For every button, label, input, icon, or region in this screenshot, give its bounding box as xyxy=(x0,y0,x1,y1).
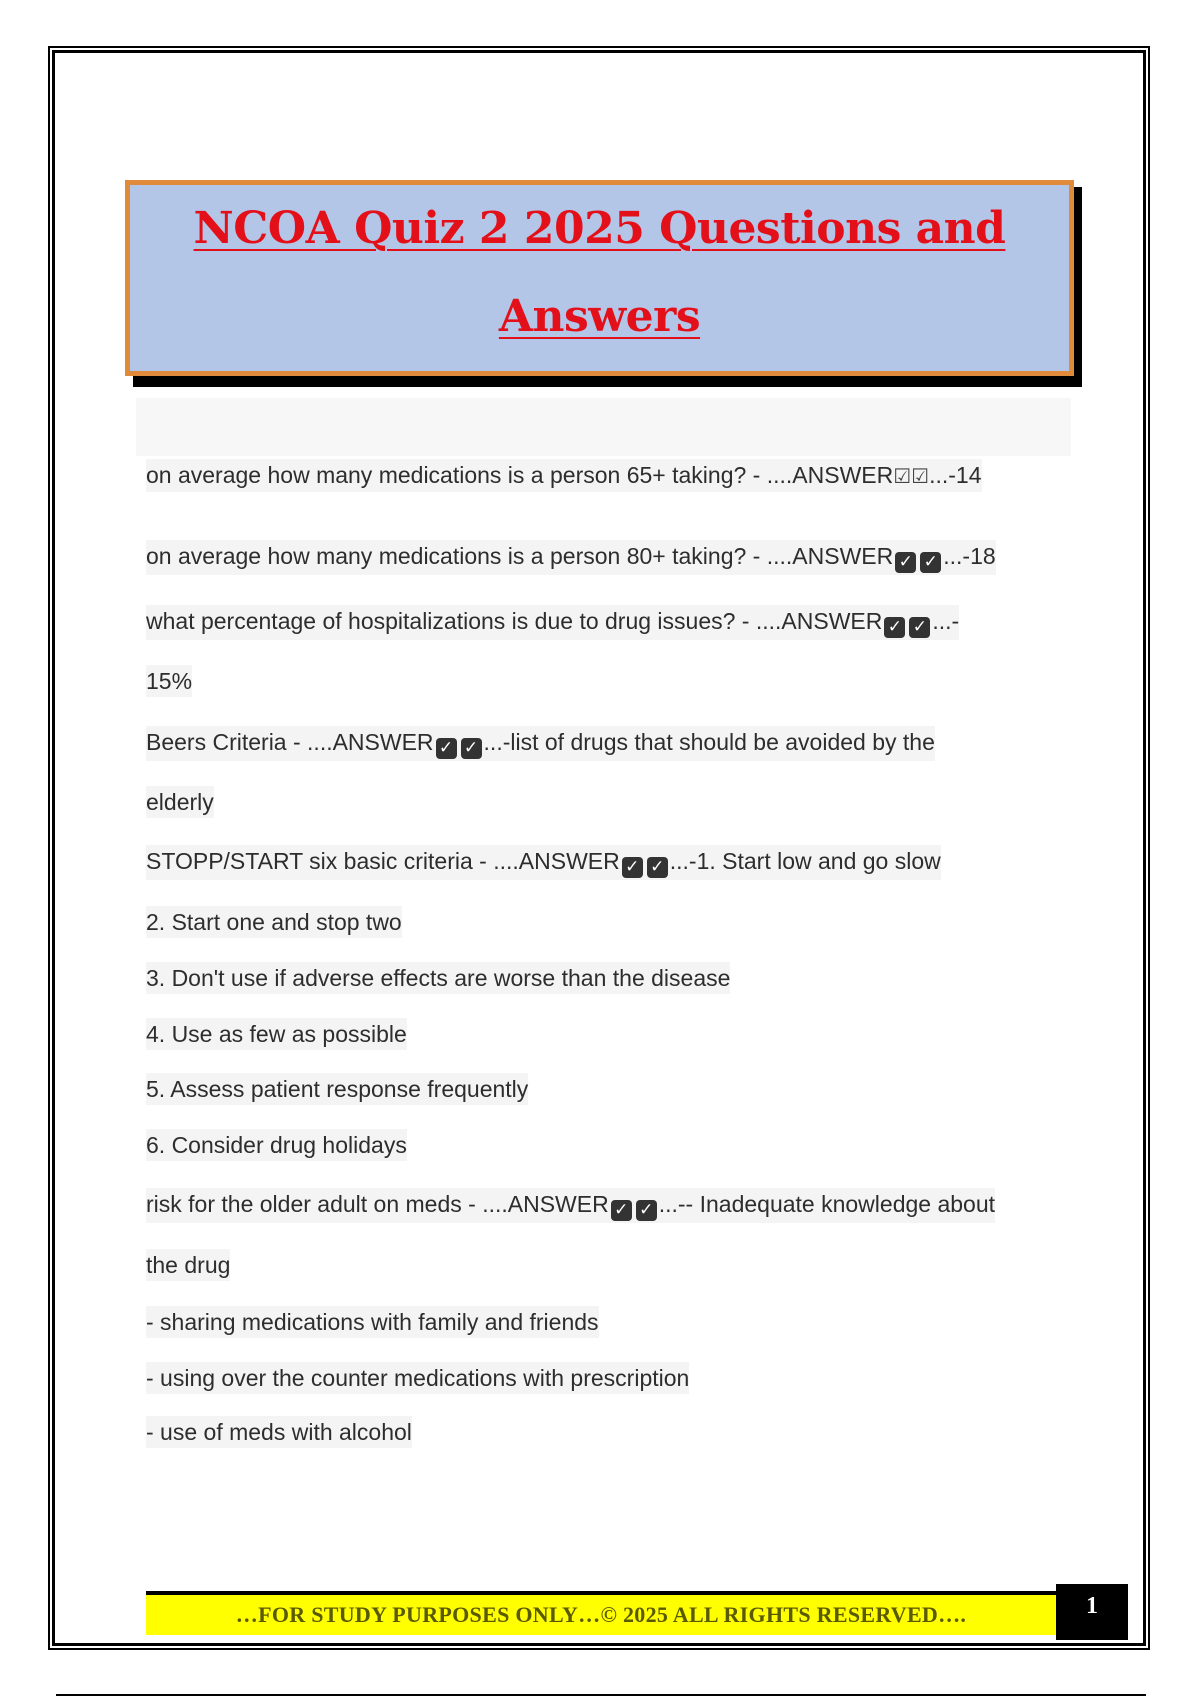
checkbox-icons: ☑☑ xyxy=(893,464,930,488)
question-2-text: on average how many medications is a person 80+ taking? - ....ANSWER xyxy=(146,543,894,569)
list-item: 6. Consider drug holidays xyxy=(146,1129,407,1161)
question-6-answer: ...-- Inadequate knowledge about xyxy=(658,1191,996,1217)
check-icon: ✓ xyxy=(611,1200,632,1221)
question-5-text: STOPP/START six basic criteria - ....ANSWER xyxy=(146,848,620,874)
question-2-answer: ...-18 xyxy=(943,543,996,569)
footer-text: …FOR STUDY PURPOSES ONLY…© 2025 ALL RIGHTS RESERVED…. xyxy=(235,1602,967,1627)
document-title-line-2: Answers xyxy=(498,291,701,342)
list-item: - sharing medications with family and friends xyxy=(146,1306,599,1338)
question-3 xyxy=(146,605,959,640)
footer-bar xyxy=(146,1591,1056,1635)
question-3-continuation: 15% xyxy=(146,665,192,697)
question-4-text: Beers Criteria - ....ANSWER xyxy=(146,729,434,755)
question-3-text: what percentage of hospitalizations is due to drug issues? - ....ANSWER xyxy=(146,608,883,634)
list-item: - using over the counter medications with prescription xyxy=(146,1362,689,1394)
check-icon: ✓ xyxy=(461,738,482,759)
question-6-continuation: the drug xyxy=(146,1249,230,1281)
question-6 xyxy=(146,1188,995,1223)
check-icon: ✓ xyxy=(920,552,941,573)
title-box xyxy=(125,180,1074,376)
list-item: 4. Use as few as possible xyxy=(146,1018,407,1050)
check-icon: ✓ xyxy=(895,552,916,573)
check-icon: ✓ xyxy=(436,738,457,759)
list-item: - use of meds with alcohol xyxy=(146,1416,412,1448)
list-item: 3. Don't use if adverse effects are worse than the disease xyxy=(146,962,730,994)
list-item: 2. Start one and stop two xyxy=(146,906,402,938)
page-number: 1 xyxy=(1056,1584,1128,1640)
question-4-answer: ...-list of drugs that should be avoided by the xyxy=(483,729,935,755)
check-icon: ✓ xyxy=(636,1200,657,1221)
bottom-rule xyxy=(56,1694,1146,1696)
question-4-continuation: elderly xyxy=(146,786,214,818)
document-title-line-1: NCOA Quiz 2 2025 Questions and xyxy=(193,203,1006,254)
body-band xyxy=(136,398,1071,456)
question-1-answer: ...-14 xyxy=(929,462,982,488)
check-icon: ✓ xyxy=(884,617,905,638)
check-icon: ✓ xyxy=(647,857,668,878)
question-1-text: on average how many medications is a person 65+ taking? - ....ANSWER xyxy=(146,462,894,488)
question-5 xyxy=(146,845,941,880)
question-5-answer: ...-1. Start low and go slow xyxy=(669,848,941,874)
question-6-text: risk for the older adult on meds - ....ANSWER xyxy=(146,1191,609,1217)
question-2 xyxy=(146,540,996,575)
check-icon: ✓ xyxy=(909,617,930,638)
list-item: 5. Assess patient response frequently xyxy=(146,1073,528,1105)
question-3-answer: ...- xyxy=(932,608,960,634)
check-icon: ✓ xyxy=(622,857,643,878)
question-4 xyxy=(146,726,935,761)
question-1 xyxy=(146,459,982,492)
